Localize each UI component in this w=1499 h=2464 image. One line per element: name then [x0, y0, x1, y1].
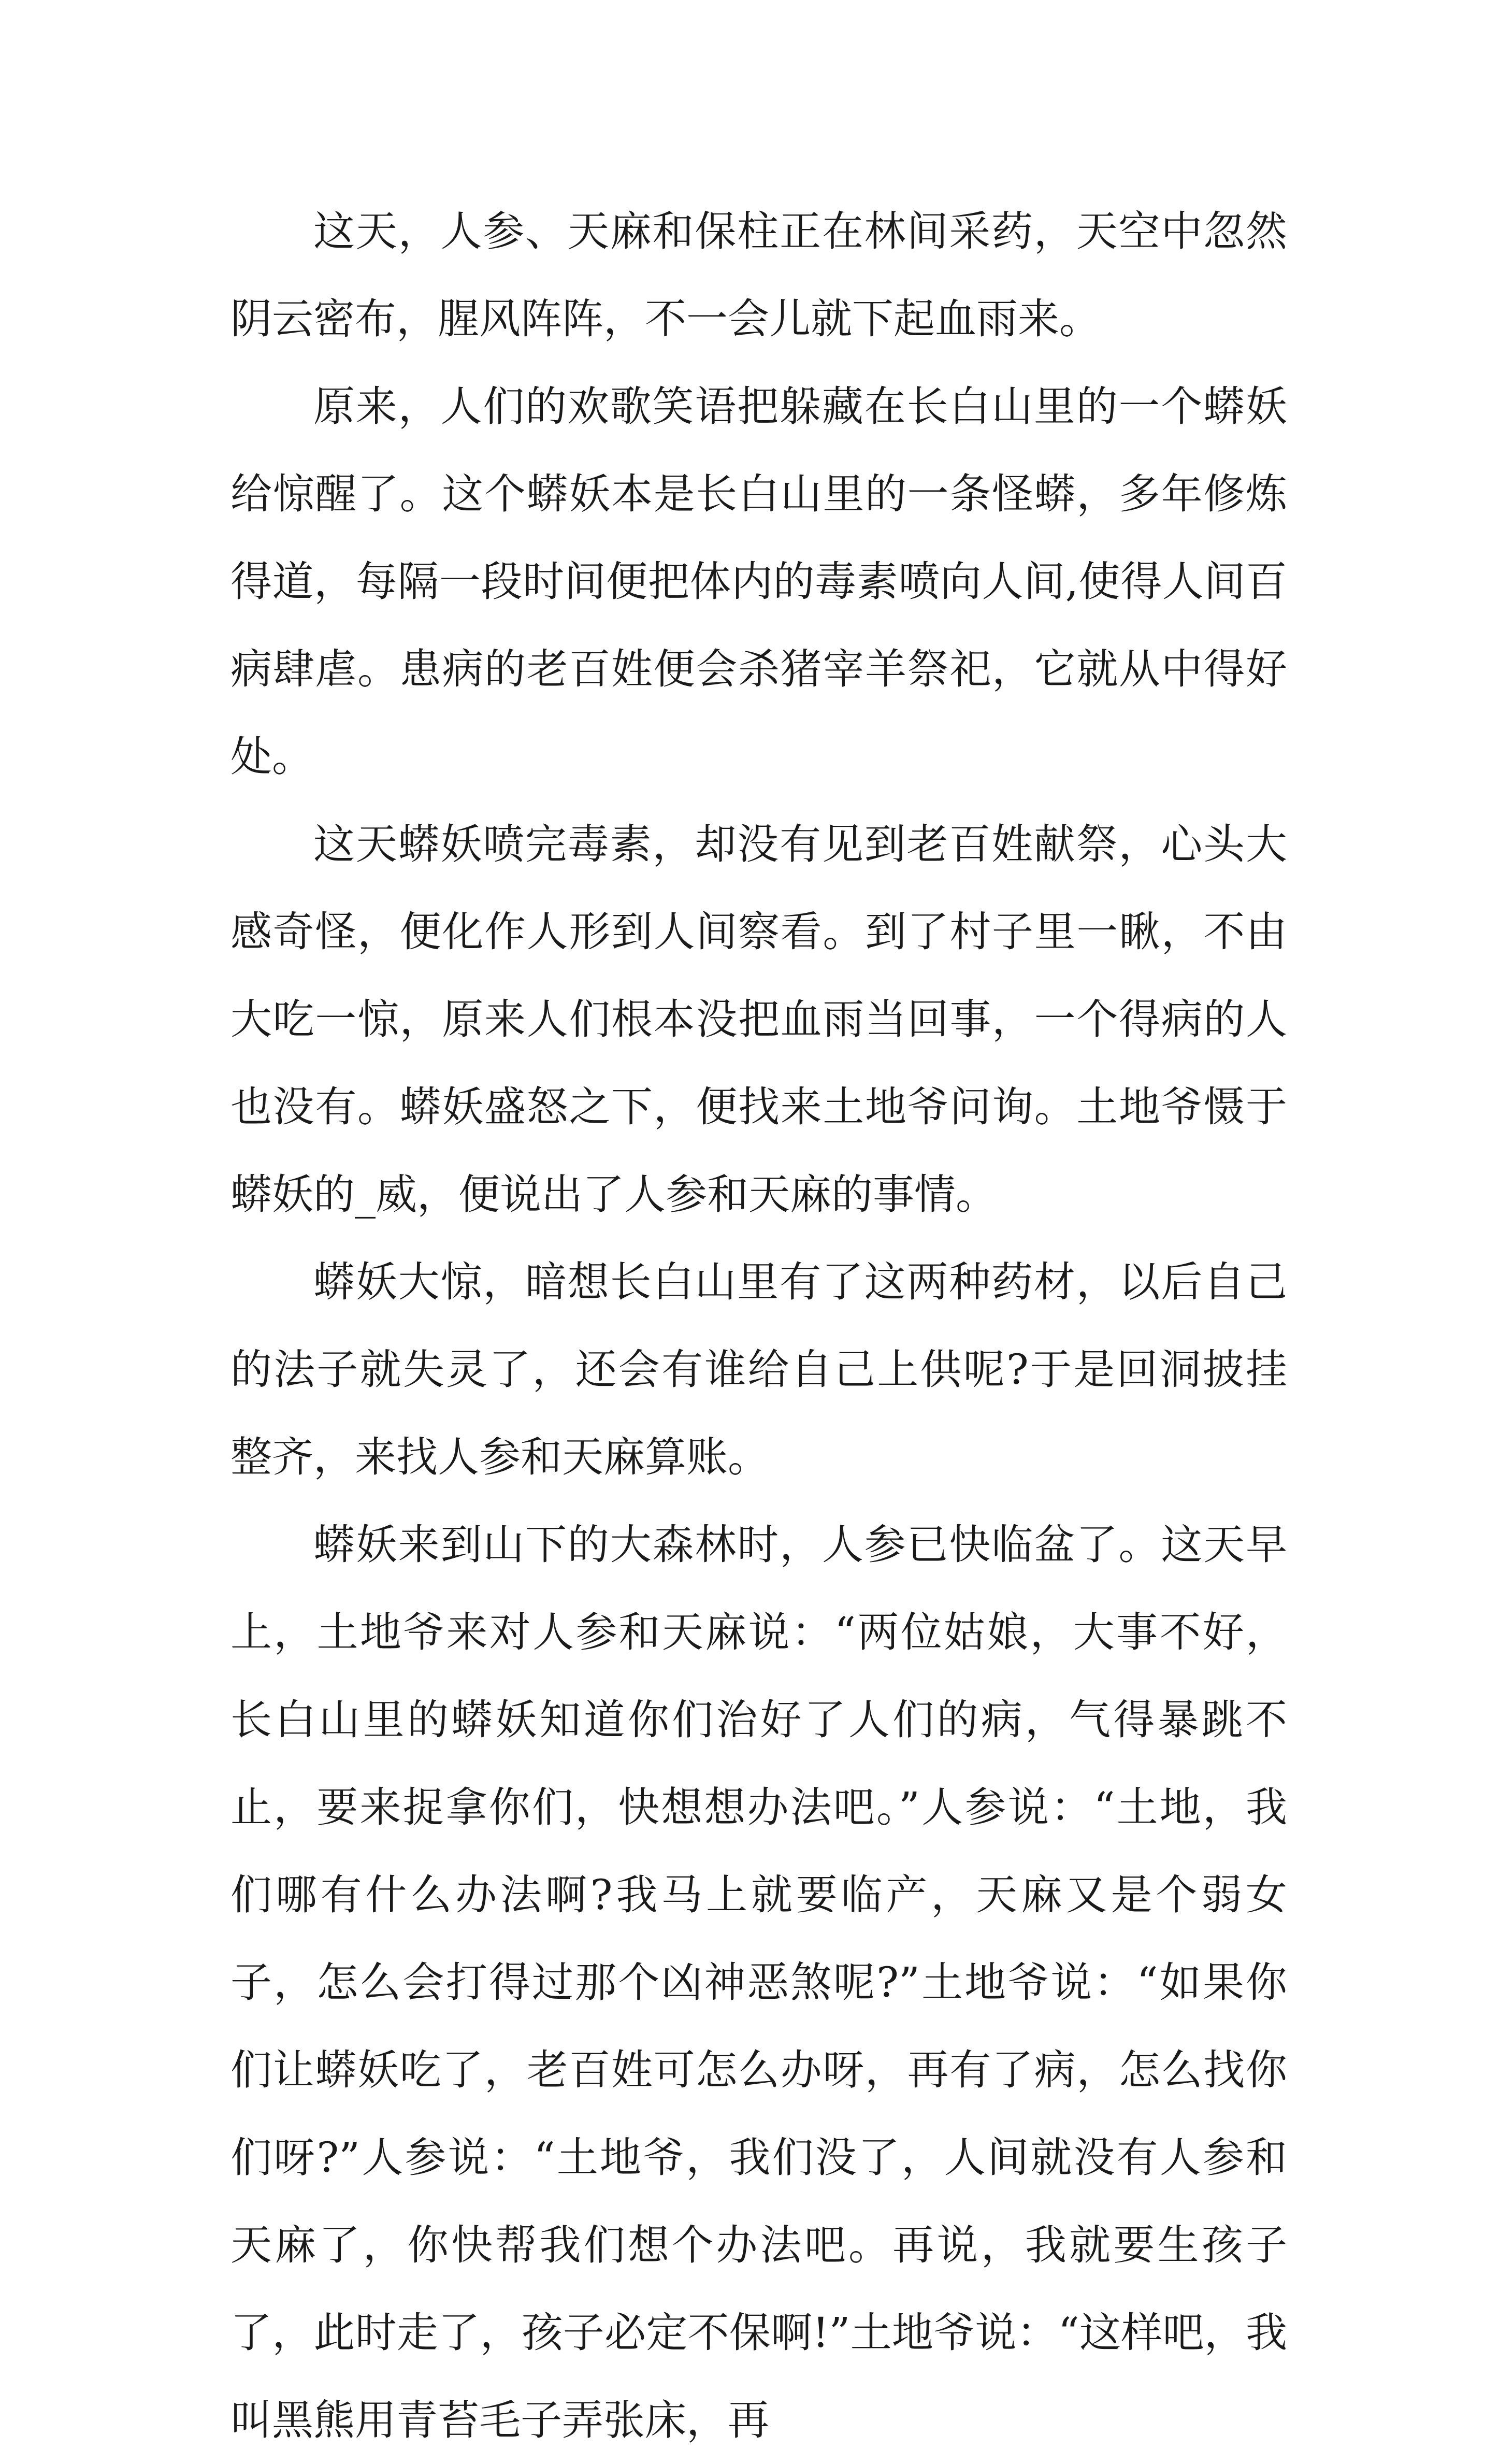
- paragraph-4: 蟒妖大惊，暗想长白山里有了这两种药材，以后自己的法子就失灵了，还会有谁给自己上供呢?于是回洞披挂整齐，来找人参和天麻算账。: [230, 1258, 1287, 1481]
- paragraph-3: 这天蟒妖喷完毒素，却没有见到老百姓献祭，心头大感奇怪，便化作人形到人间察看。到了村子里一瞅，不由大吃一惊，原来人们根本没把血雨当回事，一个得病的人也没有。蟒妖盛怒之下，便找来土地爷问询。土地爷慑于蟒妖的_威，便说出了人参和天麻的事情。: [230, 820, 1287, 1219]
- paragraph-1: 这天，人参、天麻和保柱正在林间采药，天空中忽然阴云密布，腥风阵阵，不一会儿就下起血雨来。: [230, 207, 1287, 343]
- paragraph-5: 蟒妖来到山下的大森林时，人参已快临盆了。这天早上，土地爷来对人参和天麻说：“两位姑娘，大事不好，长白山里的蟒妖知道你们治好了人们的病，气得暴跳不止，要来捉拿你们，快想想办法吧。”人参说：“土地，我们哪有什么办法啊?我马上就要临产，天麻又是个弱女子，怎么会打得过那个凶神恶煞呢?”土地爷说：“如果你们让蟒妖吃了，老百姓可怎么办呀，再有了病，怎么找你们呀?”人参说：“土地爷，我们没了，人间就没有人参和天麻了，你快帮我们想个办法吧。再说，我就要生孩子了，此时走了，孩子必定不保啊!”土地爷说：“这样吧，我叫黑熊用青苔毛子弄张床，再: [230, 1521, 1287, 2444]
- body-text: [230, 188, 1287, 2464]
- paragraph-2: 原来，人们的欢歌笑语把躲藏在长白山里的一个蟒妖给惊醒了。这个蟒妖本是长白山里的一条怪蟒，多年修炼得道，每隔一段时间便把体内的毒素喷向人间,使得人间百病肆虐。患病的老百姓便会杀猪宰羊祭祀，它就从中得好处。: [230, 382, 1287, 781]
